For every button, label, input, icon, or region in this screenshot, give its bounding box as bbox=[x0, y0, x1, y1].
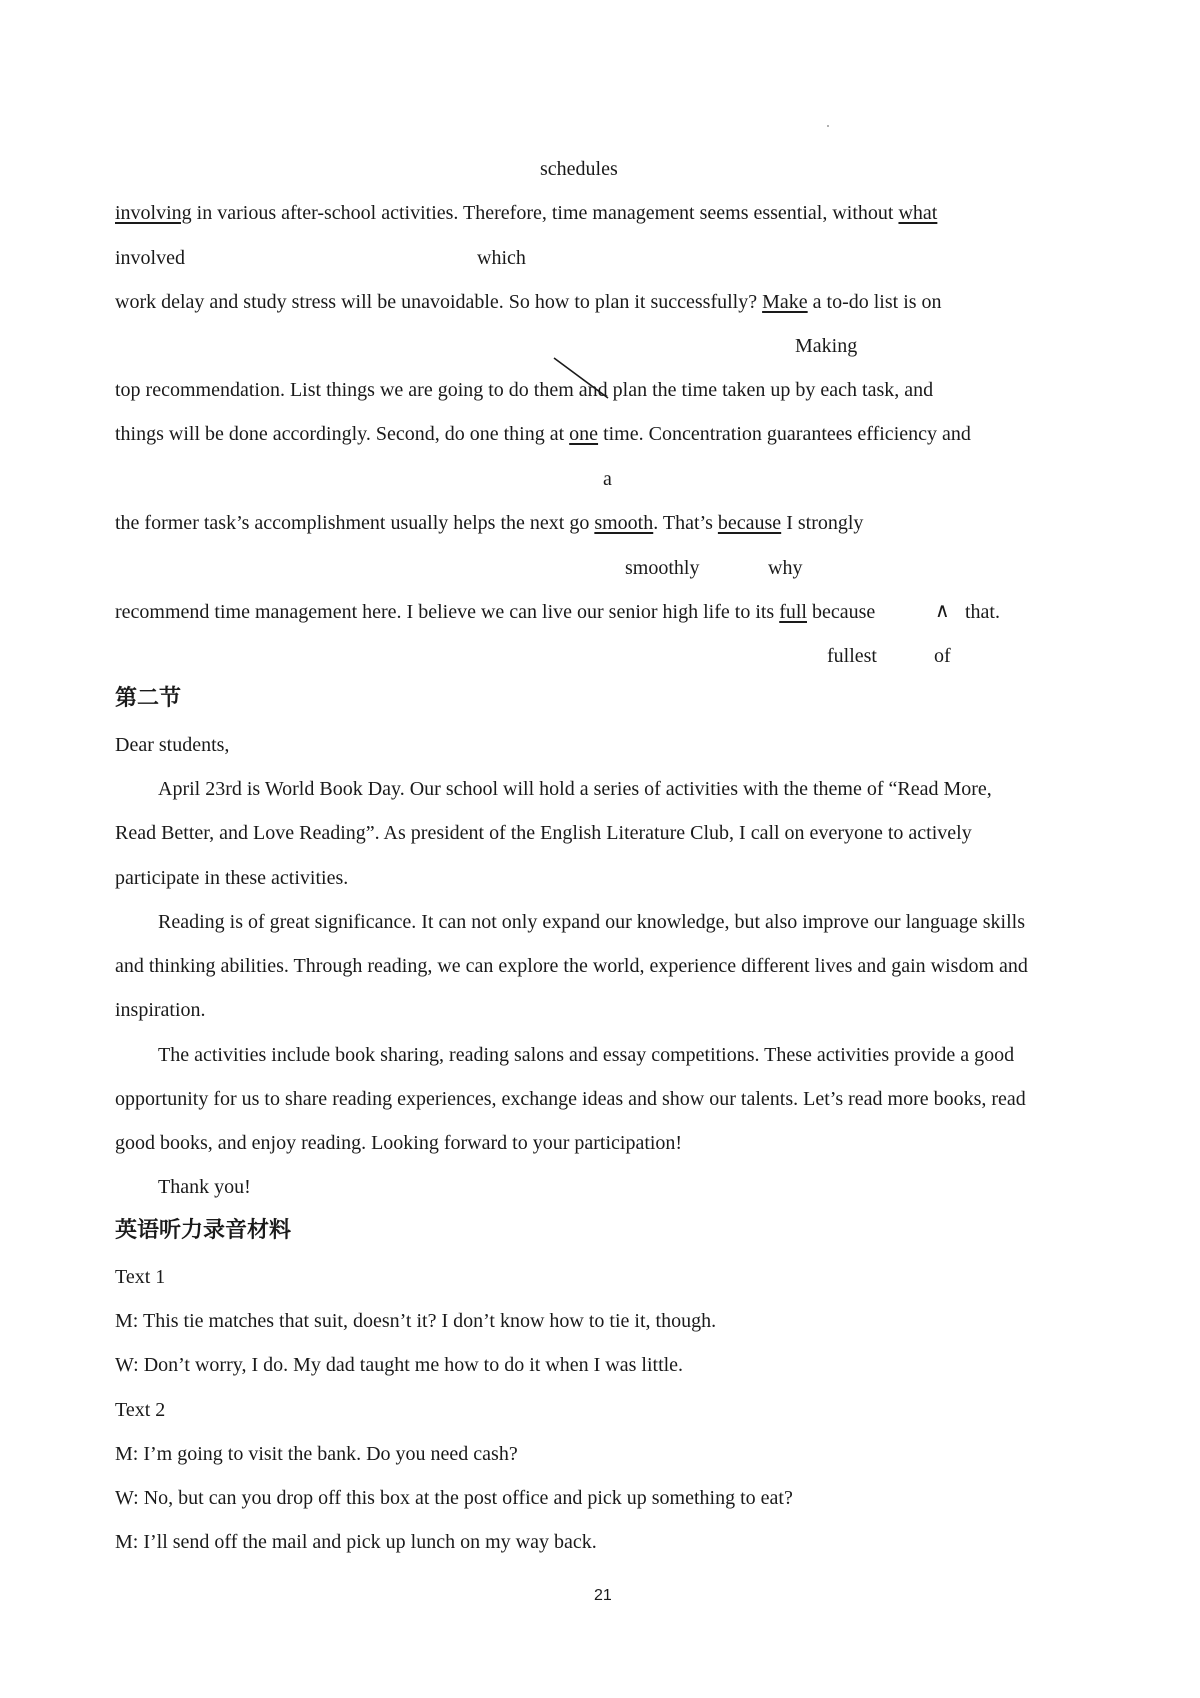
marked-word: what bbox=[898, 202, 938, 224]
text-line: the former task’s accomplishment usually helps the next go smooth. That’s because I strongly bbox=[115, 512, 864, 534]
correction-word: schedules bbox=[540, 158, 618, 180]
correction-word: which bbox=[477, 247, 526, 269]
correction-word: involved bbox=[115, 247, 185, 269]
correction-word: smoothly bbox=[625, 557, 700, 579]
correction-word: fullest bbox=[827, 645, 877, 667]
marked-word: involving bbox=[115, 202, 192, 224]
deletion-slash bbox=[552, 356, 612, 402]
closing: Thank you! bbox=[158, 1176, 251, 1198]
text-fragment: that. bbox=[965, 601, 1000, 623]
correction-word: a bbox=[603, 468, 612, 490]
paragraph-line: and thinking abilities. Through reading, we can explore the world, experience different lives and gain wisdom and bbox=[115, 955, 1028, 977]
marked-word: because bbox=[717, 512, 782, 534]
paragraph-line: Read Better, and Love Reading”. As president of the English Literature Club, I call on everyone to actively bbox=[115, 822, 972, 844]
dialogue-line: M: I’m going to visit the bank. Do you need cash? bbox=[115, 1443, 518, 1465]
marked-word: smooth bbox=[594, 512, 654, 534]
text-line: work delay and study stress will be unavoidable. So how to plan it successfully? Make a to-do list is on bbox=[115, 291, 942, 313]
text-label: Text 2 bbox=[115, 1399, 166, 1421]
paragraph-line: April 23rd is World Book Day. Our school will hold a series of activities with the theme of “Read More, bbox=[158, 778, 992, 800]
correction-word: why bbox=[768, 557, 803, 579]
dialogue-line: W: Don’t worry, I do. My dad taught me how to do it when I was little. bbox=[115, 1354, 684, 1376]
dialogue-line: M: This tie matches that suit, doesn’t it? I don’t know how to tie it, though. bbox=[115, 1310, 717, 1332]
section-heading: 英语听力录音材料 bbox=[115, 1218, 292, 1243]
paragraph-line: opportunity for us to share reading experiences, exchange ideas and show our talents. Let’s read more books, read bbox=[115, 1088, 1026, 1110]
correction-word: Making bbox=[795, 335, 858, 357]
text-label: Text 1 bbox=[115, 1266, 166, 1288]
paragraph-line: The activities include book sharing, reading salons and essay competitions. These activities provide a good bbox=[158, 1044, 1015, 1066]
text-line: top recommendation. List things we are going to do them and plan the time taken up by each task, and bbox=[115, 379, 934, 401]
dialogue-line: M: I’ll send off the mail and pick up lunch on my way back. bbox=[115, 1531, 597, 1553]
page-number: 21 bbox=[594, 1587, 612, 1604]
text-line: recommend time management here. I believe we can live our senior high life to its full because bbox=[115, 601, 876, 623]
speck bbox=[827, 125, 829, 127]
text-line: things will be done accordingly. Second, do one thing at one time. Concentration guarantees efficiency and bbox=[115, 423, 971, 445]
section-heading: 第二节 bbox=[115, 686, 182, 711]
paragraph-line: good books, and enjoy reading. Looking forward to your participation! bbox=[115, 1132, 683, 1154]
insertion-caret: ∧ bbox=[935, 600, 950, 622]
salutation: Dear students, bbox=[115, 734, 230, 756]
marked-word: Make bbox=[762, 291, 808, 313]
paragraph-line: Reading is of great significance. It can not only expand our knowledge, but also improve our language skills bbox=[158, 911, 1026, 933]
text-line: involving in various after-school activities. Therefore, time management seems essential, without what bbox=[115, 202, 938, 224]
dialogue-line: W: No, but can you drop off this box at the post office and pick up something to eat? bbox=[115, 1487, 793, 1509]
correction-word: of bbox=[934, 645, 951, 667]
paragraph-line: participate in these activities. bbox=[115, 867, 349, 889]
marked-word: one bbox=[569, 423, 599, 445]
paragraph-line: inspiration. bbox=[115, 999, 206, 1021]
marked-word: full bbox=[779, 601, 807, 623]
